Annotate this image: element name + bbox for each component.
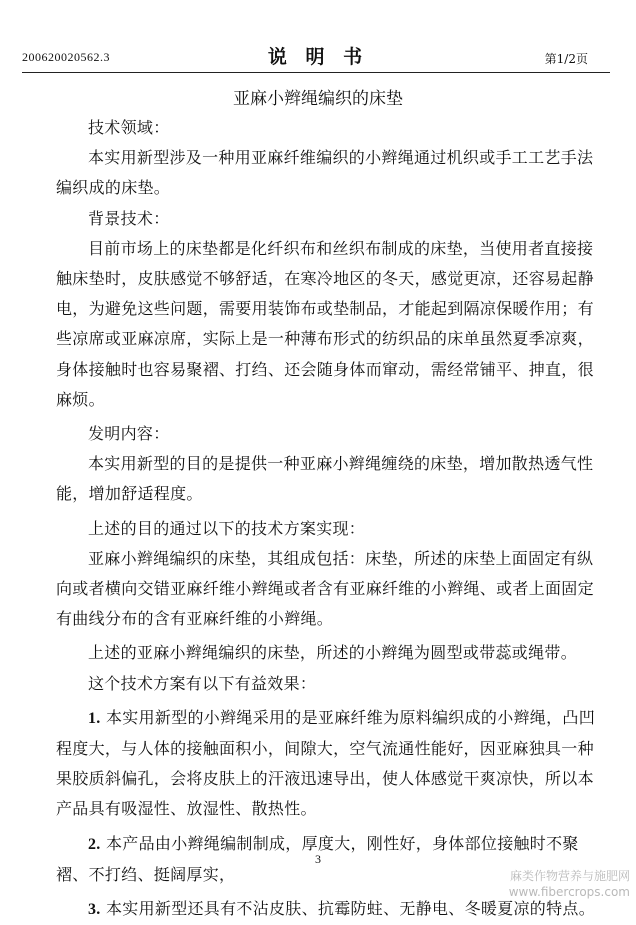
document-number: 200620020562.3 bbox=[22, 50, 110, 64]
header-divider bbox=[22, 72, 610, 73]
paragraph: 目前市场上的床垫都是化纤织布和丝织布制成的床垫，当使用者直接接触床垫时，皮肤感觉不够舒适，在寒冷地区的冬天，感觉更凉，还容易起静电，为避免这些问题，需要用装饰布或垫制品，才能起到隔凉保暖作用；有些凉席或亚麻凉席，实际上是一种薄布形式的纺织品的床单虽然夏季凉爽，身体接触时也容易聚褶、打绉、还会随身体而窜动，需经常铺平、抻直，很麻烦。 bbox=[56, 238, 594, 409]
paragraph: 上述的目的通过以下的技术方案实现： bbox=[88, 518, 366, 538]
benefit-text: 本实用新型的小辫绳采用的是亚麻纤维为原料编织成的小辫绳，凸凹程度大，与人体的接触面积小，间隙大，空气流通性能好，因亚麻独具一种果胶质斜偏孔，会将皮肤上的汗液迅速导出，使人体感觉干爽凉快，所以本产品具有吸湿性、放湿性、散热性。 bbox=[56, 707, 596, 819]
paragraph: 本实用新型涉及一种用亚麻纤维编织的小辫绳通过机织或手工工艺手法编织成的床垫。 bbox=[56, 148, 594, 198]
document-title: 亚麻小辫绳编织的床垫 bbox=[233, 89, 403, 109]
document-body bbox=[56, 113, 596, 925]
paragraph: 上述的亚麻小辫绳编织的床垫，所述的小辫绳为圆型或带蕊或绳带。 bbox=[88, 643, 578, 663]
section-heading-invention: 发明内容： bbox=[88, 424, 170, 444]
benefit-item bbox=[56, 703, 596, 825]
watermark-url: www.fibercrops.com bbox=[508, 885, 630, 899]
page-label: 第1/2页 bbox=[544, 52, 588, 66]
benefit-text: 本实用新型还具有不沾皮肤、抗霉防蛀、无静电、冬暖夏凉的特点。 bbox=[106, 899, 596, 919]
watermark-text: 麻类作物营养与施肥网 bbox=[509, 869, 630, 883]
paragraph: 亚麻小辫绳编织的床垫，其组成包括：床垫，所述的床垫上面固定有纵向或者横向交错亚麻纤维小辫绳或者含有亚麻纤维的小辫绳、或者上面固定有曲线分布的含有亚麻纤维的小辫绳。 bbox=[56, 548, 594, 629]
section-heading-technical-field: 技术领域： bbox=[88, 118, 170, 137]
section-heading-background: 背景技术： bbox=[88, 208, 170, 228]
paragraph: 本实用新型的目的是提供一种亚麻小辫绳缠绕的床垫，增加散热透气性能，增加舒适程度。 bbox=[56, 454, 594, 504]
watermark bbox=[509, 868, 630, 900]
page-header bbox=[0, 0, 636, 80]
benefit-text: 本产品由小辫绳编制制成，厚度大，刚性好，身体部位接触时不聚褶、不打绉、挺阔厚实， bbox=[56, 833, 579, 884]
paragraph: 这个技术方案有以下有益效果： bbox=[88, 673, 317, 693]
benefit-number: 1. bbox=[88, 709, 101, 727]
page-number: 3 bbox=[315, 852, 321, 866]
header-title: 说 明 书 bbox=[267, 46, 369, 68]
benefit-number: 3. bbox=[88, 901, 101, 919]
benefit-number: 2. bbox=[88, 835, 101, 853]
